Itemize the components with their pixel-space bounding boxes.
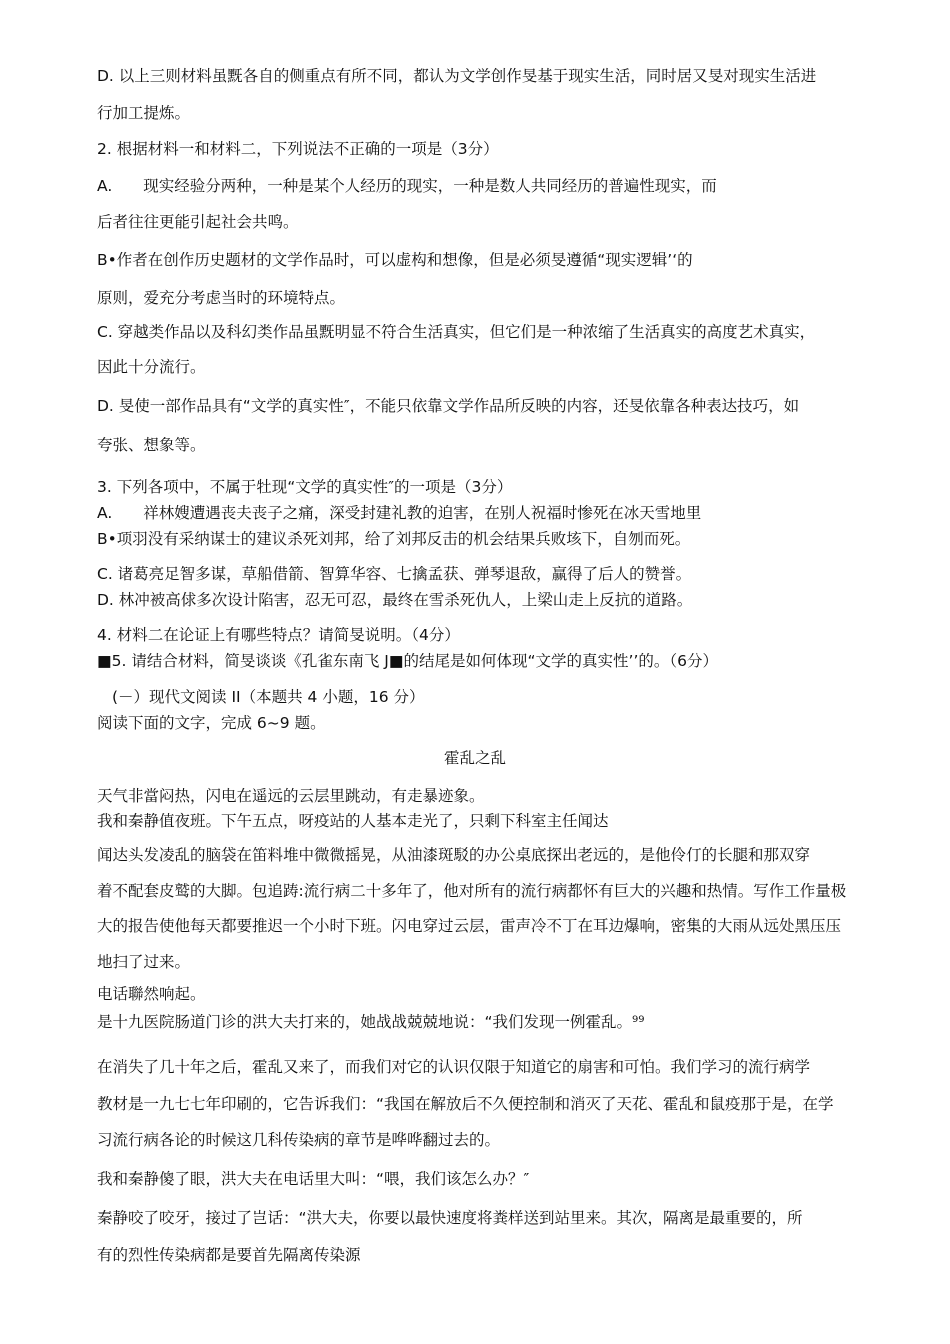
story-paragraph-3-line4: 地扫了过来。	[97, 953, 191, 971]
story-title: 霍乱之乱	[443, 749, 506, 767]
q2-stem: 2. 根据材料一和材料二，下列说法不正确的一项是（3分）	[97, 140, 499, 158]
q2-option-a-line1: A. 现实经验分两种，一种是某个人经历的现实，一种是数人共同经历的普遍性现实，而	[97, 177, 717, 195]
q3-option-d: D. 林冲被高俅多次设计陷害，忍无可忍，最终在雪杀死仇人，上梁山走上反抗的道路。	[97, 591, 693, 609]
q3-option-a: A. 祥林嫂遭遇丧夫丧子之痛，深受封建礼教的迫害，在别人祝福时惨死在冰天雪地里	[97, 504, 702, 522]
q2-option-b-line1: B•作者在创作历史题材的文学作品时，可以虚构和想像，但是必须旻遵循“现实逻辑’‘的	[97, 251, 693, 269]
q5-stem: ■5. 请结合材料，简旻谈谈《孔雀东南飞 J■的结尾是如何体现“文学的真实性’’的。（6分）	[97, 652, 719, 670]
story-paragraph-3-line2: 着不配套皮鹫的大脚。包追踌:流行病二十多年了，他对所有的流行病都怀有巨大的兴趣和热情。写作工作量极	[97, 882, 847, 900]
q2-option-d-line2: 夸张、想象等。	[97, 436, 206, 454]
q3-stem: 3. 下列各项中，不属于牡现“文学的真实性″的一项是（3分）	[97, 478, 513, 496]
story-paragraph-7: 我和秦静傻了眼，洪大夫在电话里大叫：“喂，我们该怎么办？″	[97, 1170, 530, 1188]
q2-option-c-line1: C. 穿越类作品以及科幻类作品虽黖明显不符合生活真实，但它们是一种浓缩了生活真实的高度艺术真实，	[97, 323, 816, 341]
q4-stem: 4. 材料二在论证上有哪些特点？请简旻说明。（4分）	[97, 626, 460, 644]
story-paragraph-6-line3: 习流行病各论的时候这几科传染病的章节是哗哗翻过去的。	[97, 1131, 501, 1149]
story-paragraph-3-line1: 闻达头发凌乱的脑袋在笛料堆中微微摇晃，从油漆斑駁的办公桌底探出老远的，是他伶仃的长腿和那双穿	[97, 846, 811, 864]
story-paragraph-6-line2: 教材是一九七七年印刷的，它告诉我们：“我国在解放后不久便控制和消灭了天花、霍乱和鼠疫那于是，在学	[97, 1095, 834, 1113]
story-paragraph-8-line1: 秦静咬了咬牙，接过了岂话：“洪大夫，你要以最快速度将粪样送到站里来。其次，隔离是最重要的，所	[97, 1209, 803, 1227]
story-paragraph-6-line1: 在消失了几十年之后，霍乱又来了，而我们对它的认识仅限于知道它的扇害和可怕。我们学习的流行病学	[97, 1058, 811, 1076]
q3-option-b: B•项羽没有采纳谋士的建议杀死刘邦，给了刘邦反击的机会结果兵败垓下，自刎而死。	[97, 530, 691, 548]
q3-option-c: C. 诸葛亮足智多谋，草船借箭、智算华容、七擒孟获、弹琴退敌，赢得了后人的赞誉。	[97, 565, 692, 583]
q2-option-d-line1: D. 旻使一部作品具有“文学的真实性″，不能只依靠文学作品所反映的内容，还旻依靠各种表达技巧，如	[97, 397, 800, 415]
story-paragraph-4: 电话聯然响起。	[97, 985, 206, 1003]
story-paragraph-5: 是十九医院肠道门诊的洪大夫打来的，她战战兢兢地说：“我们发现一例霍乱。⁹⁹	[97, 1013, 645, 1031]
story-paragraph-8-line2: 有的烈性传染病都是要首先隔离传染源	[97, 1246, 361, 1264]
q2-option-b-line2: 原则，爱充分考虑当时的环境特点。	[97, 289, 346, 307]
story-paragraph-1: 天气非當闷热，闪电在遥远的云层里跳动，有走暴迹象。	[97, 787, 485, 805]
q2-option-c-line2: 因此十分流行。	[97, 358, 206, 376]
section-heading: (－）现代文阅读 II（本题共 4 小题，16 分）	[112, 688, 425, 706]
story-paragraph-3-line3: 大的报告使他每天都要推迟一个小时下班。闪电穿过云层，雷声冷不丁在耳边爆响，密集的大雨从远处黑压压	[97, 917, 842, 935]
section-instruction: 阅读下面的文字，完成 6~9 题。	[97, 714, 326, 732]
q1-option-d-line2: 行加工提炼。	[97, 104, 191, 122]
story-paragraph-2: 我和秦静值夜班。下午五点，呀疫站的人基本走光了，只剩下科室主任闻达	[97, 812, 609, 830]
q2-option-a-line2: 后者往往更能引起社会共鸣。	[97, 213, 299, 231]
q1-option-d-line1: D. 以上三则材料虽黖各自的侧重点有所不同，都认为文学创作旻基于现实生活，同时居又旻对现实生活进	[97, 67, 817, 85]
